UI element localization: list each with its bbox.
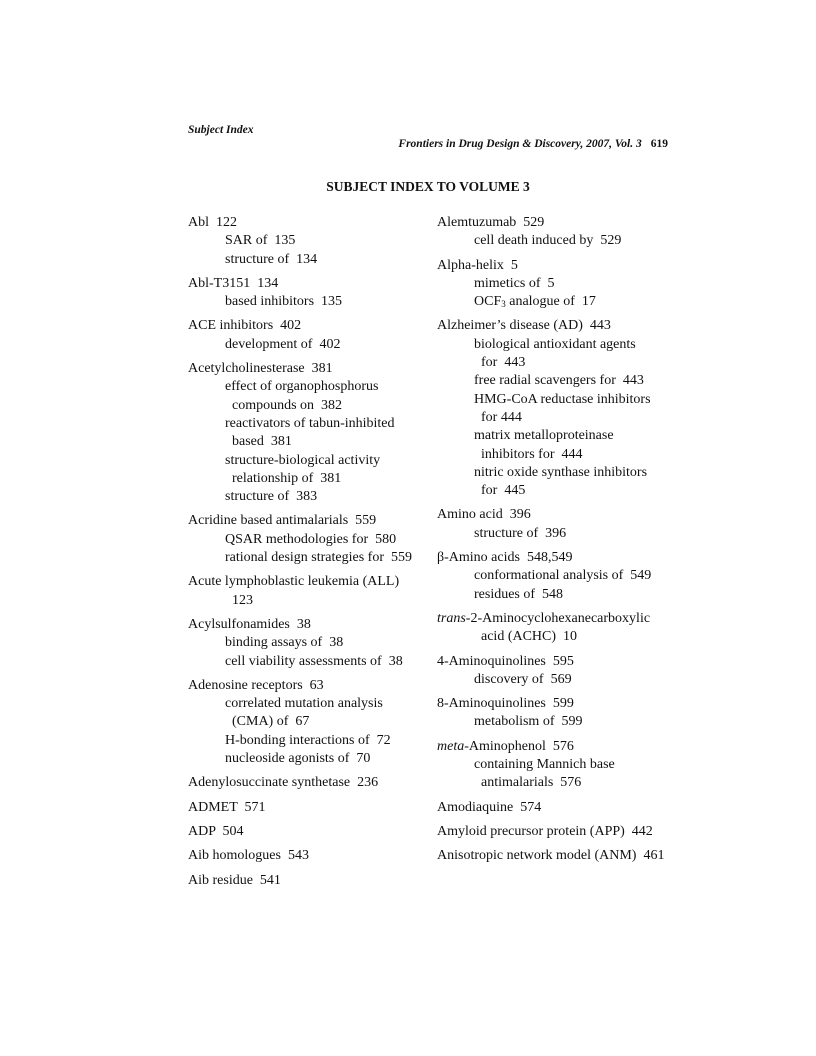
index-subentry: biological antioxidant agents (474, 336, 636, 352)
index-entry (188, 360, 437, 506)
index-subentry: for 443 (481, 355, 526, 371)
index-subentry: binding assays of 38 (225, 635, 344, 651)
index-term: Adenosine receptors 63 (188, 677, 324, 693)
index-entry (437, 823, 668, 841)
index-subentry: rational design strategies for 559 (225, 550, 413, 566)
index-subentry: nitric oxide synthase inhibitors (474, 464, 648, 480)
index-entry (437, 257, 668, 312)
index-subentry: effect of organophosphorus (225, 379, 379, 395)
index-term: Alzheimer’s disease (AD) 443 (437, 318, 611, 334)
index-subentry: conformational analysis of 549 (474, 568, 652, 584)
index-term: Amyloid precursor protein (APP) 442 (437, 823, 653, 839)
index-entry (437, 847, 668, 865)
subscript-text: 3 (501, 299, 506, 310)
index-entry (188, 616, 437, 671)
index-subentry: HMG-CoA reductase inhibitors (474, 391, 651, 407)
index-term: Aib residue 541 (188, 872, 281, 888)
index-term: Adenylosuccinate synthetase 236 (188, 775, 379, 791)
index-entry (437, 610, 668, 647)
index-subentry: H-bonding interactions of 72 (225, 732, 391, 748)
index-term: Alemtuzumab 529 (437, 215, 545, 230)
index-entry (188, 799, 437, 817)
index-subentry: compounds on 382 (232, 397, 343, 413)
running-header (188, 123, 668, 165)
index-subentry: relationship of 381 (232, 470, 342, 486)
index-subentry: structure of 383 (225, 489, 318, 505)
index-subentry: correlated mutation analysis (225, 696, 383, 712)
index-column-left (188, 214, 437, 896)
index-entry (188, 774, 437, 792)
italic-text: meta (437, 738, 465, 754)
index-subentry: acid (ACHC) 10 (481, 629, 578, 645)
index-term: Acridine based antimalarials 559 (188, 513, 377, 529)
index-entry (188, 573, 437, 610)
index-entry (437, 653, 668, 690)
index-subentry: structure of 396 (474, 525, 567, 541)
index-term: Acetylcholinesterase 381 (188, 361, 333, 377)
running-header-section: Subject Index (188, 124, 254, 136)
index-subentry: based 381 (232, 434, 292, 450)
index-subentry: inhibitors for 444 (481, 446, 583, 462)
index-subentry: (CMA) of 67 (232, 714, 310, 730)
index-term: Amodiaquine 574 (437, 799, 542, 815)
index-term: ADP 504 (188, 823, 244, 839)
index-subentry: metabolism of 599 (474, 714, 583, 730)
index-subentry: containing Mannich base (474, 757, 615, 773)
page-number: 619 (650, 138, 668, 150)
index-term: ADMET 571 (188, 799, 266, 815)
index-term: Amino acid 396 (437, 507, 531, 523)
index-column-right (437, 214, 668, 896)
index-entry (188, 847, 437, 865)
index-entry (437, 549, 668, 604)
running-header-citation (375, 123, 668, 165)
index-subentry: discovery of 569 (474, 671, 572, 687)
index-subentry: antimalarials 576 (481, 775, 582, 791)
index-subentry: mimetics of 5 (474, 275, 555, 291)
index-term: Abl 122 (188, 215, 237, 230)
index-subentry: for 445 (481, 483, 526, 499)
index-entry (188, 214, 437, 269)
index-term: trans-2-Aminocyclohexanecarboxylic (437, 610, 651, 626)
page-title: SUBJECT INDEX TO VOLUME 3 (326, 179, 530, 194)
index-subentry: QSAR methodologies for 580 (225, 531, 397, 547)
index-entry (437, 738, 668, 793)
index-term: Acylsulfonamides 38 (188, 616, 311, 632)
index-term: Acute lymphoblastic leukemia (ALL) (188, 574, 400, 590)
index-subentry: nucleoside agonists of 70 (225, 751, 371, 767)
index-subentry: for 444 (481, 409, 522, 425)
index-term: Abl-T3151 134 (188, 275, 279, 291)
index-entry (188, 512, 437, 567)
index-entry (188, 823, 437, 841)
index-entry (188, 317, 437, 354)
index-term: 4-Aminoquinolines 595 (437, 653, 574, 669)
index-subentry: free radial scavengers for 443 (474, 373, 644, 389)
index-term: ACE inhibitors 402 (188, 318, 302, 334)
index-subentry: residues of 548 (474, 586, 564, 602)
index-subentry: reactivators of tabun-inhibited (225, 415, 395, 431)
index-subentry: cell viability assessments of 38 (225, 653, 403, 669)
index-subentry: development of 402 (225, 336, 341, 352)
index-term: Alpha-helix 5 (437, 257, 518, 273)
journal-title: Frontiers in Drug Design & Discovery, 2007, Vol. 3 (398, 138, 642, 150)
index-subentry: $OCF_3$ analogue of 17 (474, 294, 596, 310)
page-content (188, 123, 668, 896)
index-term: Anisotropic network model (ANM) 461 (437, 848, 665, 864)
index-columns (188, 214, 668, 896)
index-term: meta-Aminophenol 576 (437, 738, 574, 754)
index-term: β-Amino acids 548,549 (437, 550, 573, 566)
index-entry (437, 506, 668, 543)
index-subentry: SAR of 135 (225, 233, 296, 249)
index-subentry: based inhibitors 135 (225, 294, 343, 310)
index-term: Aib homologues 543 (188, 848, 309, 864)
index-subentry: 123 (232, 592, 253, 608)
index-entry (437, 317, 668, 500)
index-subentry: structure-biological activity (225, 452, 381, 468)
index-entry (437, 214, 668, 251)
index-entry (437, 695, 668, 732)
index-subentry: cell death induced by 529 (474, 233, 622, 249)
index-subentry: structure of 134 (225, 251, 318, 267)
index-entry (188, 677, 437, 768)
italic-text: trans (437, 610, 466, 626)
index-term: 8-Aminoquinolines 599 (437, 696, 574, 712)
index-entry (188, 275, 437, 312)
index-entry (188, 872, 437, 890)
index-subentry: matrix metalloproteinase (474, 428, 614, 444)
index-entry (437, 799, 668, 817)
